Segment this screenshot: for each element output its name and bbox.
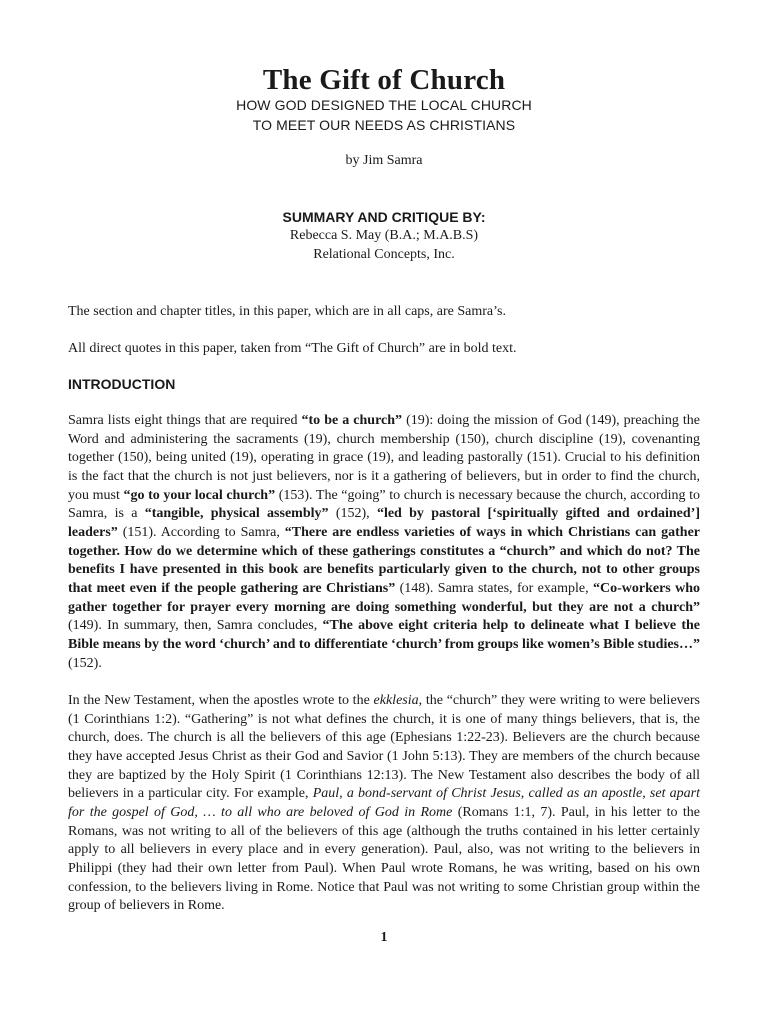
text-run: (151). According to Samra, bbox=[117, 524, 285, 540]
text-run: (153). The “going” to church is necessary because the church, according to Samra, is a bbox=[68, 487, 701, 522]
italic-text: Paul, a bond-servant of Christ Jesus, called as an apostle, set apart for the gospel of God, … to all who are beloved of God in Rome bbox=[68, 786, 701, 820]
document-subtitle-line2: TO MEET OUR NEEDS AS CHRISTIANS bbox=[252, 117, 516, 133]
text-run: (Romans 1:1, 7). Paul, in his letter to the Romans, was not writing to all of the believers of this age (although the truths contained in his letter certainly apply to all believers in every place and in every generation). Paul, also, was not writing to the believers in Philippi (they had their own letter from Paul). When Paul wrote Romans, he was writing, based on his own confession, to the believers living in Rome. Notice that Paul was not writing to some Christian group within the group of believers in Rome. bbox=[68, 804, 700, 914]
text-run: (152). bbox=[68, 655, 102, 671]
book-author: by Jim Samra bbox=[345, 153, 423, 168]
text-run: (148). Samra states, for example, bbox=[395, 580, 593, 596]
text-run: , the “church” they were writing to were believers (1 Corinthians 1:2). “Gathering” is not what defines the church, it is one of many things believers, that is, the church, does. The church is all the believers of this age (Ephesians 1:22-23). Believers are the church because they have accepted Jesus Christ as their God and Savior (1 John 5:13). They are members of the church because they are baptized by the Holy Spirit (1 Corinthians 12:13). The New Testament also describes the body of all believers in a particular city. For example, bbox=[68, 693, 700, 802]
italic-text: ekklesia bbox=[373, 693, 419, 708]
note-section-titles: The section and chapter titles, in this paper, which are in all caps, are Samra’s. bbox=[68, 304, 506, 319]
intro-paragraph-2 bbox=[68, 692, 700, 916]
document-subtitle-line1: HOW GOD DESIGNED THE LOCAL CHURCH bbox=[236, 97, 532, 113]
page-number: 1 bbox=[380, 930, 388, 945]
bold-quote: “led by pastoral [‘spiritually gifted and ordained’] leaders” bbox=[68, 506, 700, 540]
section-heading-introduction: INTRODUCTION bbox=[68, 376, 176, 392]
note-bold-quotes: All direct quotes in this paper, taken from “The Gift of Church” are in bold text. bbox=[68, 341, 517, 356]
text-run: Samra lists eight things that are required bbox=[68, 413, 302, 428]
text-run: (149). In summary, then, Samra concludes, bbox=[68, 618, 323, 634]
bold-quote: “go to your local church” bbox=[123, 487, 276, 503]
document-title: The Gift of Church bbox=[262, 64, 506, 96]
text-run: (152), bbox=[328, 506, 377, 522]
critique-heading: SUMMARY AND CRITIQUE BY: bbox=[282, 209, 486, 225]
bold-quote: “Co-workers who gather together for prayer every morning are doing something wonderful, but they are not a church” bbox=[68, 580, 701, 615]
bold-quote: “to be a church” bbox=[301, 413, 403, 428]
bold-quote: “tangible, physical assembly” bbox=[144, 506, 329, 522]
bold-quote: “The above eight criteria help to delineate what I believe the Bible means by the word ‘church’ and to differentiate ‘church’ from groups like women’s Bible studies…” bbox=[68, 618, 700, 652]
intro-paragraph-1 bbox=[68, 412, 700, 673]
text-run: (19): doing the mission of God (149), preaching the Word and administering the sacraments (19), church membership (150), church discipline (19), covenanting together (150), being united (19), operating in grace (19), and leading pastorally (151). Crucial to his definition is the fact that the church is not just believers, nor is it a gathering of believers, but in order to find the church, you must bbox=[68, 413, 700, 503]
bold-quote: “There are endless varieties of ways in which Christians can gather together. How do we determine which of these gatherings constitutes a “church” and which do not? The benefits I have presented in this book are benefits particularly given to the church, not to other groups that meet even if the people gathering are Christians” bbox=[68, 524, 700, 596]
critique-author: Rebecca S. May (B.A.; M.A.B.S) bbox=[289, 228, 479, 243]
text-run: In the New Testament, when the apostles wrote to the bbox=[68, 693, 374, 708]
critique-organization: Relational Concepts, Inc. bbox=[313, 247, 455, 262]
